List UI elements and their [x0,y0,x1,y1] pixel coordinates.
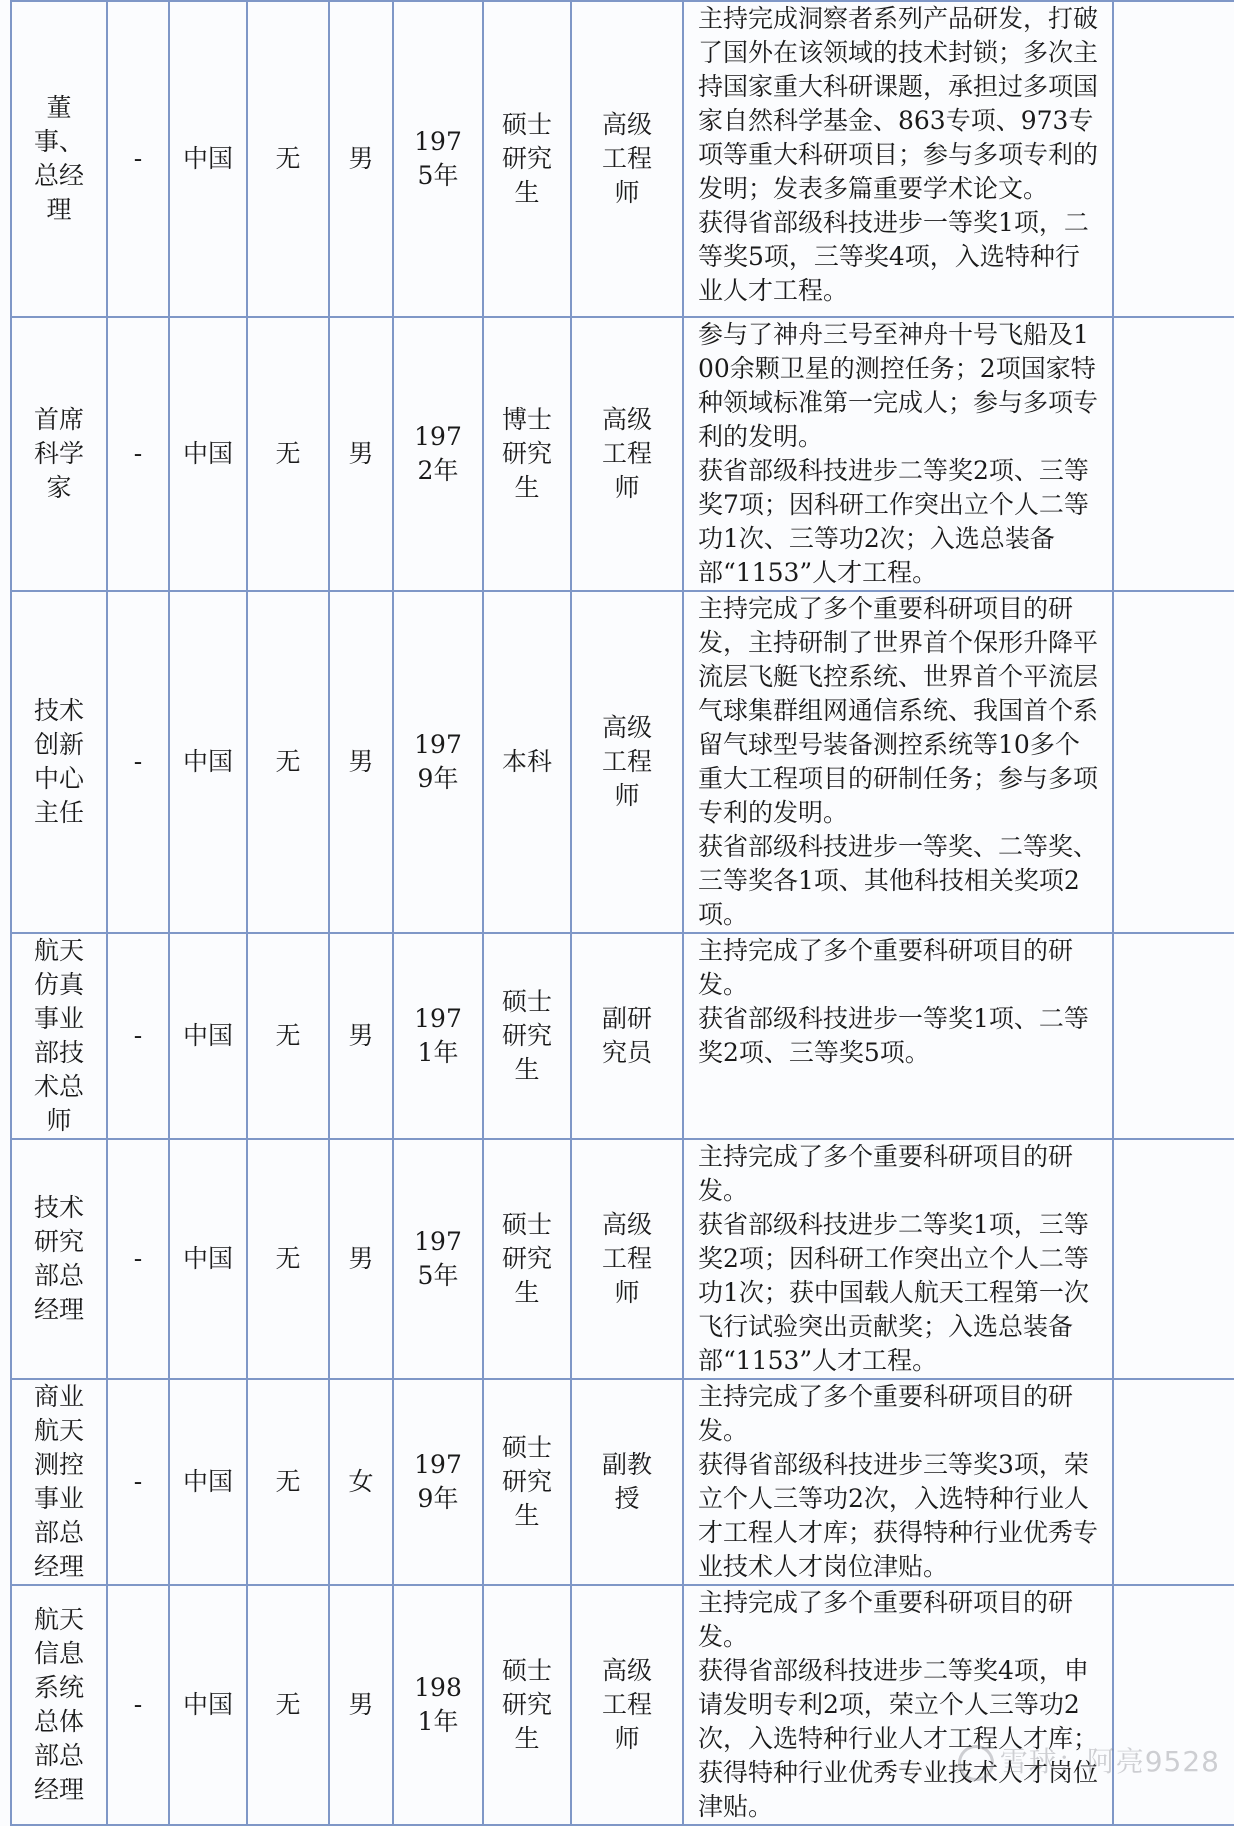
gender-cell-text: 男 [348,439,374,468]
education-cell [483,317,571,591]
birth-year-cell [393,933,483,1139]
achievement-paragraph: 获省部级科技进步一等奖1项、二等奖2项、三等奖5项。 [698,1004,1089,1067]
overseas-residency-cell-text: 无 [275,439,301,468]
empty-cell [1113,317,1234,591]
professional-title-cell-text: 高级工程师 [601,713,652,810]
professional-title-cell-text: 副研究员 [601,1004,652,1067]
professional-title-cell-text: 高级工程师 [601,1656,652,1753]
achievement-paragraph: 主持完成了多个重要科研项目的研发。 [698,936,1074,999]
position-cell [11,1139,107,1379]
nationality-cell [169,1379,247,1585]
overseas-residency-cell-text: 无 [275,1690,301,1719]
table-row [11,1,1234,317]
table-row [11,1585,1234,1825]
professional-title-cell [571,933,683,1139]
overseas-residency-cell-text: 无 [275,144,301,173]
education-cell-text: 硕士研究生 [501,1210,552,1307]
professional-title-cell [571,317,683,591]
education-cell-text: 博士研究生 [501,405,552,502]
overseas-residency-cell [247,1,329,317]
gender-cell-text: 男 [348,1244,374,1273]
achievement-paragraph: 主持完成了多个重要科研项目的研发，主持研制了世界首个保形升降平流层飞艇飞控系统、世界首个平流层气球集群组网通信系统、我国首个系留气球型号装备测控系统等10多个重大工程项目的研制任务；参与多项专利的发明。 [698,594,1099,827]
empty-cell [1113,933,1234,1139]
achievement-paragraph: 获得省部级科技进步一等奖1项，二等奖5项，三等奖4项，入选特种行业人才工程。 [698,208,1089,305]
education-cell-text: 硕士研究生 [501,1433,552,1530]
achievement-paragraph: 获省部级科技进步二等奖1项，三等奖2项；因科研工作突出立个人二等功1次；获中国载人航天工程第一次飞行试验突出贡献奖；入选总装备部“1153”人才工程。 [698,1210,1089,1375]
education-cell-text: 硕士研究生 [501,110,552,207]
birth-year-cell-text: 1971年 [414,1004,462,1067]
achievements-cell [683,1379,1113,1585]
achievements-cell [683,1139,1113,1379]
overseas-residency-cell [247,1585,329,1825]
gender-cell-text: 男 [348,1021,374,1050]
achievement-paragraph: 主持完成洞察者系列产品研发，打破了国外在该领域的技术封锁；多次主持国家重大科研课题，承担过多项国家自然科学基金、863专项、973专项等重大科研项目；参与多项专利的发明；发表多篇重要学术论文。 [698,4,1099,203]
achievement-paragraph: 主持完成了多个重要科研项目的研发。 [698,1142,1074,1205]
gender-cell [329,591,393,933]
gender-cell [329,933,393,1139]
table-row [11,1139,1234,1379]
table-row [11,933,1234,1139]
birth-year-cell-text: 1975年 [414,1227,462,1290]
other-role-cell [107,933,169,1139]
position-cell [11,933,107,1139]
education-cell [483,591,571,933]
nationality-cell-text: 中国 [182,1467,233,1496]
nationality-cell [169,1139,247,1379]
nationality-cell [169,1585,247,1825]
position-cell [11,1379,107,1585]
professional-title-cell-text: 高级工程师 [601,110,652,207]
achievement-paragraph: 获得省部级科技进步二等奖4项，申请发明专利2项，荣立个人三等功2次，入选特种行业人才工程人才库；获得特种行业优秀专业技术人才岗位津贴。 [698,1656,1099,1821]
overseas-residency-cell-text: 无 [275,1467,301,1496]
education-cell-text: 硕士研究生 [501,987,552,1084]
education-cell [483,1,571,317]
education-cell [483,1379,571,1585]
empty-cell [1113,1,1234,317]
nationality-cell-text: 中国 [182,439,233,468]
position-cell-text: 航天信息系统总体部总经理 [33,1605,84,1804]
other-role-cell [107,1,169,317]
achievement-paragraph: 主持完成了多个重要科研项目的研发。 [698,1588,1074,1651]
position-cell [11,1585,107,1825]
nationality-cell [169,1,247,317]
table-row [11,1379,1234,1585]
professional-title-cell [571,1379,683,1585]
birth-year-cell [393,1,483,317]
birth-year-cell-text: 1975年 [414,127,462,190]
professional-title-cell-text: 高级工程师 [601,1210,652,1307]
personnel-table [10,0,1234,1826]
other-role-cell [107,1585,169,1825]
achievement-paragraph: 主持完成了多个重要科研项目的研发。 [698,1382,1074,1445]
gender-cell-text: 男 [348,1690,374,1719]
birth-year-cell [393,1379,483,1585]
position-cell-text: 技术研究部总经理 [33,1193,84,1324]
table-row [11,591,1234,933]
position-cell-text: 董事、总经理 [33,93,84,224]
watermark-text: 雪球：阿亮9528 [999,1745,1220,1778]
professional-title-cell-text: 副教授 [601,1450,652,1513]
gender-cell [329,1,393,317]
position-cell-text: 航天仿真事业部技术总师 [33,936,84,1135]
achievements-cell [683,933,1113,1139]
birth-year-cell-text: 1979年 [414,1450,462,1513]
professional-title-cell-text: 高级工程师 [601,405,652,502]
professional-title-cell [571,1,683,317]
other-role-cell-text: - [133,1021,143,1050]
education-cell-text: 本科 [501,747,552,776]
education-cell [483,1585,571,1825]
nationality-cell [169,591,247,933]
nationality-cell-text: 中国 [182,144,233,173]
overseas-residency-cell [247,1379,329,1585]
nationality-cell-text: 中国 [182,1021,233,1050]
gender-cell [329,1139,393,1379]
other-role-cell-text: - [133,1690,143,1719]
education-cell [483,933,571,1139]
nationality-cell-text: 中国 [182,1244,233,1273]
overseas-residency-cell [247,591,329,933]
other-role-cell-text: - [133,1467,143,1496]
education-cell [483,1139,571,1379]
gender-cell-text: 女 [348,1467,374,1496]
birth-year-cell-text: 1981年 [414,1673,462,1736]
gender-cell-text: 男 [348,144,374,173]
overseas-residency-cell [247,317,329,591]
table-body [11,0,1234,1825]
achievements-cell [683,1585,1113,1825]
empty-cell [1113,1379,1234,1585]
empty-cell [1113,591,1234,933]
birth-year-cell [393,591,483,933]
achievement-paragraph: 获得省部级科技进步三等奖3项，荣立个人三等功2次，入选特种行业人才工程人才库；获得特种行业优秀专业技术人才岗位津贴。 [698,1450,1099,1581]
nationality-cell [169,317,247,591]
gender-cell [329,1379,393,1585]
other-role-cell [107,591,169,933]
achievement-paragraph: 获省部级科技进步一等奖、二等奖、三等奖各1项、其他科技相关奖项2项。 [698,832,1099,929]
professional-title-cell [571,591,683,933]
birth-year-cell-text: 1972年 [414,422,462,485]
birth-year-cell-text: 1979年 [414,730,462,793]
achievements-cell [683,1,1113,317]
position-cell [11,317,107,591]
other-role-cell-text: - [133,747,143,776]
empty-cell [1113,1585,1234,1825]
birth-year-cell [393,317,483,591]
overseas-residency-cell [247,1139,329,1379]
other-role-cell [107,1139,169,1379]
overseas-residency-cell [247,933,329,1139]
gender-cell [329,317,393,591]
gender-cell [329,1585,393,1825]
overseas-residency-cell-text: 无 [275,1021,301,1050]
professional-title-cell [571,1585,683,1825]
professional-title-cell [571,1139,683,1379]
position-cell-text: 技术创新中心主任 [33,696,84,827]
nationality-cell-text: 中国 [182,1690,233,1719]
overseas-residency-cell-text: 无 [275,747,301,776]
position-cell-text: 首席科学家 [33,405,84,502]
other-role-cell [107,1379,169,1585]
gender-cell-text: 男 [348,747,374,776]
achievements-cell [683,591,1113,933]
position-cell [11,591,107,933]
other-role-cell-text: - [133,144,143,173]
achievement-paragraph: 参与了神舟三号至神舟十号飞船及100余颗卫星的测控任务；2项国家特种领域标准第一完成人；参与多项专利的发明。 [698,320,1099,451]
other-role-cell-text: - [133,439,143,468]
other-role-cell-text: - [133,1244,143,1273]
education-cell-text: 硕士研究生 [501,1656,552,1753]
birth-year-cell [393,1585,483,1825]
achievements-cell [683,317,1113,591]
achievement-paragraph: 获省部级科技进步二等奖2项、三等奖7项；因科研工作突出立个人二等功1次、三等功2次；入选总装备部“1153”人才工程。 [698,456,1089,587]
other-role-cell [107,317,169,591]
nationality-cell-text: 中国 [182,747,233,776]
birth-year-cell [393,1139,483,1379]
nationality-cell [169,933,247,1139]
position-cell-text: 商业航天测控事业部总经理 [33,1382,84,1581]
position-cell [11,1,107,317]
table-row [11,317,1234,591]
overseas-residency-cell-text: 无 [275,1244,301,1273]
empty-cell [1113,1139,1234,1379]
